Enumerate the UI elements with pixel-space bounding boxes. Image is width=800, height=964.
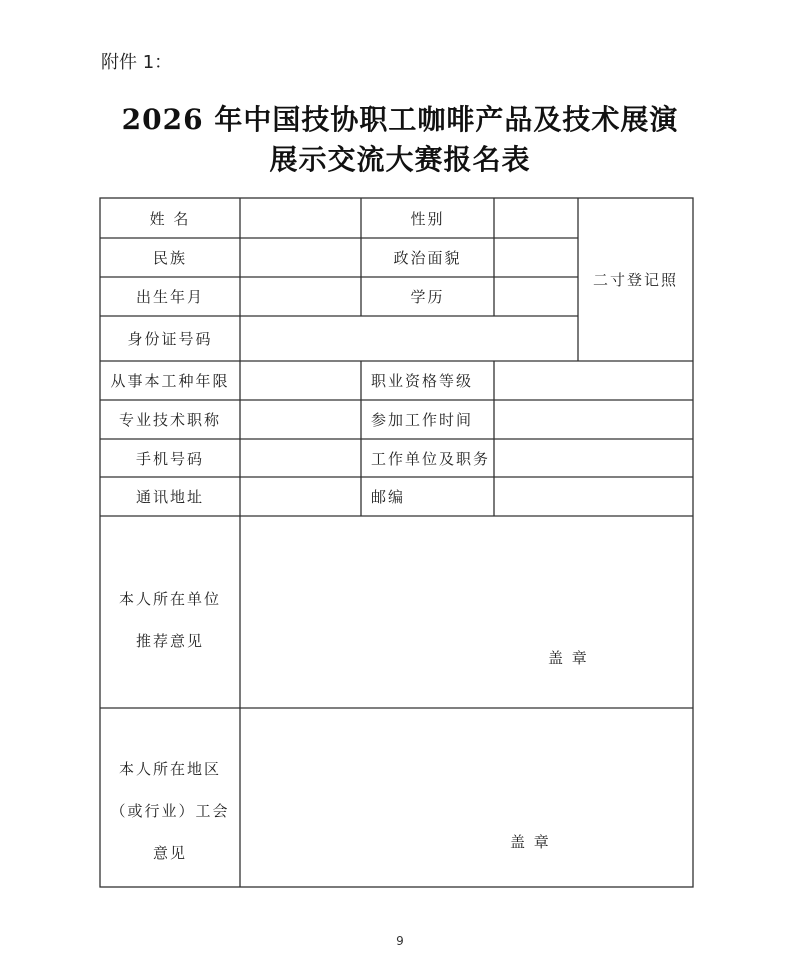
birth-field[interactable] bbox=[241, 278, 360, 315]
id-number-label: 身份证号码 bbox=[127, 330, 213, 348]
education-field[interactable] bbox=[495, 278, 577, 315]
phone-label: 手机号码 bbox=[135, 449, 204, 468]
name-field[interactable] bbox=[241, 199, 360, 237]
political-status-label: 政治面貌 bbox=[393, 249, 462, 267]
gender-label: 性别 bbox=[410, 209, 445, 228]
union-opinion-field[interactable] bbox=[241, 709, 692, 886]
title-label: 专业技术职称 bbox=[118, 411, 221, 429]
work-years-field[interactable] bbox=[241, 362, 360, 399]
title-field[interactable] bbox=[241, 401, 360, 438]
form-title-line1: 2026 年中国技协职工咖啡产品及技术展演 bbox=[121, 103, 679, 136]
work-start-field[interactable] bbox=[495, 401, 692, 438]
political-status-field[interactable] bbox=[495, 239, 577, 276]
union-opinion-line3: 意见 bbox=[152, 844, 187, 862]
union-opinion-line1: 本人所在地区 bbox=[118, 760, 221, 778]
id-number-field[interactable] bbox=[241, 317, 577, 360]
work-years-label: 从事本工种年限 bbox=[110, 372, 230, 390]
ethnicity-label: 民族 bbox=[152, 249, 187, 267]
name-label: 姓 名 bbox=[149, 209, 191, 228]
employer-label: 工作单位及职务 bbox=[371, 449, 491, 468]
address-label: 通讯地址 bbox=[135, 488, 204, 506]
education-label: 学历 bbox=[410, 288, 445, 306]
photo-box[interactable]: 二寸登记照 bbox=[592, 271, 678, 289]
gender-field[interactable] bbox=[495, 199, 577, 237]
qualification-field[interactable] bbox=[495, 362, 692, 399]
unit-opinion-field[interactable] bbox=[241, 517, 692, 707]
address-field[interactable] bbox=[241, 478, 360, 515]
unit-stamp-label: 盖 章 bbox=[548, 649, 589, 667]
unit-opinion-label bbox=[100, 578, 240, 662]
union-opinion-line2: （或行业）工会 bbox=[110, 802, 230, 820]
unit-opinion-line2: 推荐意见 bbox=[135, 632, 204, 650]
birth-label: 出生年月 bbox=[135, 288, 204, 306]
qualification-label: 职业资格等级 bbox=[371, 372, 474, 390]
work-start-label: 参加工作时间 bbox=[371, 411, 474, 429]
employer-field[interactable] bbox=[495, 440, 692, 476]
unit-opinion-line1: 本人所在单位 bbox=[118, 590, 221, 608]
phone-field[interactable] bbox=[241, 440, 360, 476]
postcode-field[interactable] bbox=[495, 478, 692, 515]
union-stamp-label: 盖 章 bbox=[510, 833, 551, 851]
attachment-label: 附件 1： bbox=[101, 52, 173, 73]
postcode-label: 邮编 bbox=[371, 488, 406, 506]
form-title-line2: 展示交流大赛报名表 bbox=[269, 143, 531, 176]
ethnicity-field[interactable] bbox=[241, 239, 360, 276]
union-opinion-label bbox=[100, 748, 240, 874]
page-number: 9 bbox=[396, 934, 404, 948]
